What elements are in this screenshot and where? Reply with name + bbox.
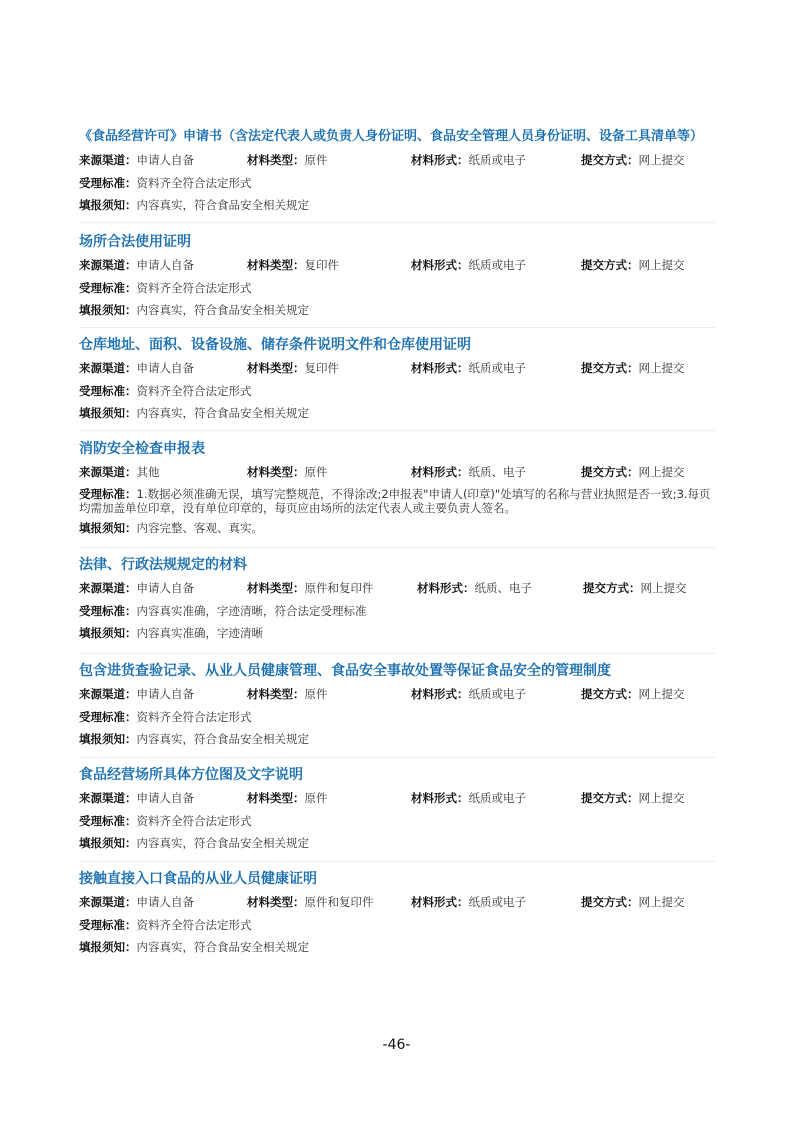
acceptance-row <box>79 602 719 620</box>
source-channel-value: 申请人自备 <box>136 687 194 701</box>
source-channel <box>79 893 194 911</box>
submit-method <box>581 359 685 377</box>
acceptance-standard-label: 受理标准： <box>79 487 137 501</box>
acceptance-standard-value: 资料齐全符合法定形式 <box>136 918 252 932</box>
acceptance-row <box>79 708 719 726</box>
material-meta-row <box>79 579 719 597</box>
material-title: 包含进货查验记录、从业人员健康管理、食品安全事故处置等保证食品安全的管理制度 <box>79 663 611 679</box>
material-form-value: 纸质或电子 <box>468 361 526 375</box>
acceptance-standard-label: 受理标准： <box>79 176 137 190</box>
material-item <box>79 336 715 431</box>
source-channel <box>79 463 160 481</box>
source-channel-value: 申请人自备 <box>136 361 194 375</box>
submit-method <box>581 685 685 703</box>
fill-notes-label: 填报须知： <box>79 198 137 212</box>
source-channel-value: 其他 <box>136 465 160 479</box>
fill-notes <box>79 519 263 537</box>
fill-notes <box>79 938 309 956</box>
source-channel-label: 来源渠道： <box>79 895 137 909</box>
fill-notes <box>79 404 309 422</box>
acceptance-standard-value: 资料齐全符合法定形式 <box>136 384 252 398</box>
material-meta-row <box>79 685 719 703</box>
submit-method-label: 提交方式： <box>581 153 639 167</box>
material-form-value: 纸质或电子 <box>468 687 526 701</box>
source-channel-label: 来源渠道： <box>79 361 137 375</box>
material-type-label: 材料类型： <box>247 581 305 595</box>
submit-method <box>583 579 687 597</box>
source-channel-value: 申请人自备 <box>136 581 194 595</box>
fill-notes-value: 内容完整、客观、真实。 <box>136 521 263 535</box>
source-channel-value: 申请人自备 <box>136 791 194 805</box>
fill-notes-label: 填报须知： <box>79 521 137 535</box>
page-number: -46- <box>382 1037 411 1053</box>
acceptance-row <box>79 382 719 400</box>
source-channel <box>79 151 194 169</box>
submit-method-label: 提交方式： <box>581 895 639 909</box>
submit-method <box>581 151 685 169</box>
material-title: 接触直接入口食品的从业人员健康证明 <box>79 871 317 887</box>
material-form <box>411 359 526 377</box>
material-type-value: 原件 <box>304 791 328 805</box>
material-type <box>247 789 328 807</box>
acceptance-standard-label: 受理标准： <box>79 281 137 295</box>
material-form <box>417 579 532 597</box>
material-item <box>79 766 715 862</box>
fill-notes <box>79 196 309 214</box>
acceptance-row <box>79 279 719 297</box>
acceptance-standard <box>79 602 367 620</box>
source-channel <box>79 579 194 597</box>
material-item <box>79 662 715 758</box>
submit-method <box>581 893 685 911</box>
fill-notes-row <box>79 196 719 214</box>
source-channel-label: 来源渠道： <box>79 791 137 805</box>
submit-method-value: 网上提交 <box>638 465 685 479</box>
material-item <box>79 233 715 328</box>
acceptance-standard-value: 1.数据必须准确无误，填写完整规范，不得涂改;2申报表"申请人(印章)"处填写的名称与营业执照是否一致;3.每页均需加盖单位印章，没有单位印章的，每页应由场所的法定代表人或主要负责人签名。 <box>79 487 711 515</box>
fill-notes-label: 填报须知： <box>79 836 137 850</box>
material-type-value: 复印件 <box>304 258 339 272</box>
material-title: 仓库地址、面积、设备设施、储存条件说明文件和仓库使用证明 <box>79 337 471 353</box>
material-type <box>247 359 339 377</box>
material-type <box>247 151 328 169</box>
acceptance-standard <box>79 916 252 934</box>
material-form-label: 材料形式： <box>417 581 475 595</box>
submit-method <box>581 463 685 481</box>
acceptance-standard-label: 受理标准： <box>79 710 137 724</box>
material-form <box>411 151 526 169</box>
submit-method-label: 提交方式： <box>581 791 639 805</box>
acceptance-standard-value: 资料齐全符合法定形式 <box>136 176 252 190</box>
material-type-value: 原件 <box>304 687 328 701</box>
material-form-label: 材料形式： <box>411 361 469 375</box>
material-title: 消防安全检查申报表 <box>79 441 205 457</box>
fill-notes-row <box>79 519 719 537</box>
source-channel-label: 来源渠道： <box>79 465 137 479</box>
material-form-label: 材料形式： <box>411 791 469 805</box>
acceptance-standard <box>79 812 252 830</box>
submit-method-value: 网上提交 <box>638 361 685 375</box>
acceptance-row <box>79 174 719 192</box>
material-item <box>79 556 715 654</box>
material-type-value: 原件和复印件 <box>304 895 374 909</box>
fill-notes-row <box>79 938 719 956</box>
submit-method-label: 提交方式： <box>581 465 639 479</box>
acceptance-standard-label: 受理标准： <box>79 918 137 932</box>
fill-notes-value: 内容真实，符合食品安全相关规定 <box>136 836 309 850</box>
acceptance-standard-label: 受理标准： <box>79 814 137 828</box>
source-channel-value: 申请人自备 <box>136 895 194 909</box>
fill-notes-value: 内容真实，符合食品安全相关规定 <box>136 406 309 420</box>
submit-method-label: 提交方式： <box>583 581 641 595</box>
material-meta-row <box>79 256 719 274</box>
material-type-label: 材料类型： <box>247 153 305 167</box>
source-channel <box>79 685 194 703</box>
material-type <box>247 463 328 481</box>
source-channel <box>79 256 194 274</box>
acceptance-standard <box>79 708 252 726</box>
submit-method-value: 网上提交 <box>638 258 685 272</box>
source-channel-label: 来源渠道： <box>79 581 137 595</box>
fill-notes <box>79 624 263 642</box>
material-meta-row <box>79 789 719 807</box>
material-form-value: 纸质、电子 <box>474 581 532 595</box>
material-title: 《食品经营许可》申请书（含法定代表人或负责人身份证明、食品安全管理人员身份证明、设备工具清单等） <box>79 129 704 144</box>
material-type-value: 原件 <box>304 465 328 479</box>
fill-notes-row <box>79 301 719 319</box>
fill-notes-label: 填报须知： <box>79 303 137 317</box>
material-type <box>247 579 374 597</box>
material-form <box>411 893 526 911</box>
material-form <box>411 256 526 274</box>
fill-notes-label: 填报须知： <box>79 940 137 954</box>
source-channel-label: 来源渠道： <box>79 153 137 167</box>
submit-method <box>581 789 685 807</box>
material-form-label: 材料形式： <box>411 153 469 167</box>
fill-notes-value: 内容真实，符合食品安全相关规定 <box>136 732 309 746</box>
material-form-value: 纸质或电子 <box>468 153 526 167</box>
acceptance-standard-value: 资料齐全符合法定形式 <box>136 710 252 724</box>
material-type-label: 材料类型： <box>247 361 305 375</box>
source-channel <box>79 789 194 807</box>
submit-method <box>581 256 685 274</box>
material-type-label: 材料类型： <box>247 687 305 701</box>
submit-method-label: 提交方式： <box>581 361 639 375</box>
material-type-value: 原件 <box>304 153 328 167</box>
fill-notes-label: 填报须知： <box>79 732 137 746</box>
fill-notes-value: 内容真实，符合食品安全相关规定 <box>136 940 309 954</box>
acceptance-row <box>79 812 719 830</box>
material-item <box>79 128 715 223</box>
source-channel-label: 来源渠道： <box>79 258 137 272</box>
material-type-label: 材料类型： <box>247 465 305 479</box>
acceptance-standard <box>79 487 719 515</box>
material-form <box>411 789 526 807</box>
fill-notes <box>79 301 309 319</box>
acceptance-standard-value: 资料齐全符合法定形式 <box>136 814 252 828</box>
material-form-value: 纸质或电子 <box>468 791 526 805</box>
material-type <box>247 256 339 274</box>
material-meta-row <box>79 463 719 481</box>
fill-notes <box>79 834 309 852</box>
material-item <box>79 440 715 548</box>
acceptance-standard-label: 受理标准： <box>79 604 137 618</box>
acceptance-standard <box>79 279 252 297</box>
fill-notes-row <box>79 834 719 852</box>
acceptance-standard <box>79 174 252 192</box>
submit-method-label: 提交方式： <box>581 687 639 701</box>
acceptance-standard-value: 内容真实准确，字迹清晰，符合法定受理标准 <box>136 604 367 618</box>
submit-method-value: 网上提交 <box>640 581 687 595</box>
fill-notes-value: 内容真实，符合食品安全相关规定 <box>136 303 309 317</box>
material-form-label: 材料形式： <box>411 258 469 272</box>
source-channel-value: 申请人自备 <box>136 258 194 272</box>
source-channel <box>79 359 194 377</box>
material-form-label: 材料形式： <box>411 465 469 479</box>
material-form-value: 纸质、电子 <box>468 465 526 479</box>
fill-notes <box>79 730 309 748</box>
material-form <box>411 685 526 703</box>
fill-notes-value: 内容真实，符合食品安全相关规定 <box>136 198 309 212</box>
material-type-label: 材料类型： <box>247 258 305 272</box>
acceptance-standard-label: 受理标准： <box>79 384 137 398</box>
material-form-value: 纸质或电子 <box>468 895 526 909</box>
fill-notes-row <box>79 624 719 642</box>
fill-notes-label: 填报须知： <box>79 626 137 640</box>
material-form <box>411 463 526 481</box>
material-item <box>79 870 715 965</box>
material-type-value: 原件和复印件 <box>304 581 374 595</box>
submit-method-value: 网上提交 <box>638 687 685 701</box>
fill-notes-row <box>79 404 719 422</box>
material-title: 场所合法使用证明 <box>79 234 191 250</box>
source-channel-value: 申请人自备 <box>136 153 194 167</box>
material-type-label: 材料类型： <box>247 791 305 805</box>
material-meta-row <box>79 151 719 169</box>
material-type-value: 复印件 <box>304 361 339 375</box>
submit-method-value: 网上提交 <box>638 153 685 167</box>
submit-method-value: 网上提交 <box>638 791 685 805</box>
material-meta-row <box>79 893 719 911</box>
material-form-label: 材料形式： <box>411 687 469 701</box>
material-title: 食品经营场所具体方位图及文字说明 <box>79 767 303 783</box>
submit-method-label: 提交方式： <box>581 258 639 272</box>
material-meta-row <box>79 359 719 377</box>
acceptance-standard-value: 资料齐全符合法定形式 <box>136 281 252 295</box>
submit-method-value: 网上提交 <box>638 895 685 909</box>
material-form-value: 纸质或电子 <box>468 258 526 272</box>
acceptance-standard <box>79 382 252 400</box>
material-title: 法律、行政法规规定的材料 <box>79 557 247 573</box>
source-channel-label: 来源渠道： <box>79 687 137 701</box>
fill-notes-row <box>79 730 719 748</box>
material-type <box>247 893 374 911</box>
material-type-label: 材料类型： <box>247 895 305 909</box>
fill-notes-value: 内容真实准确，字迹清晰 <box>136 626 263 640</box>
material-type <box>247 685 328 703</box>
material-form-label: 材料形式： <box>411 895 469 909</box>
acceptance-row <box>79 916 719 934</box>
fill-notes-label: 填报须知： <box>79 406 137 420</box>
